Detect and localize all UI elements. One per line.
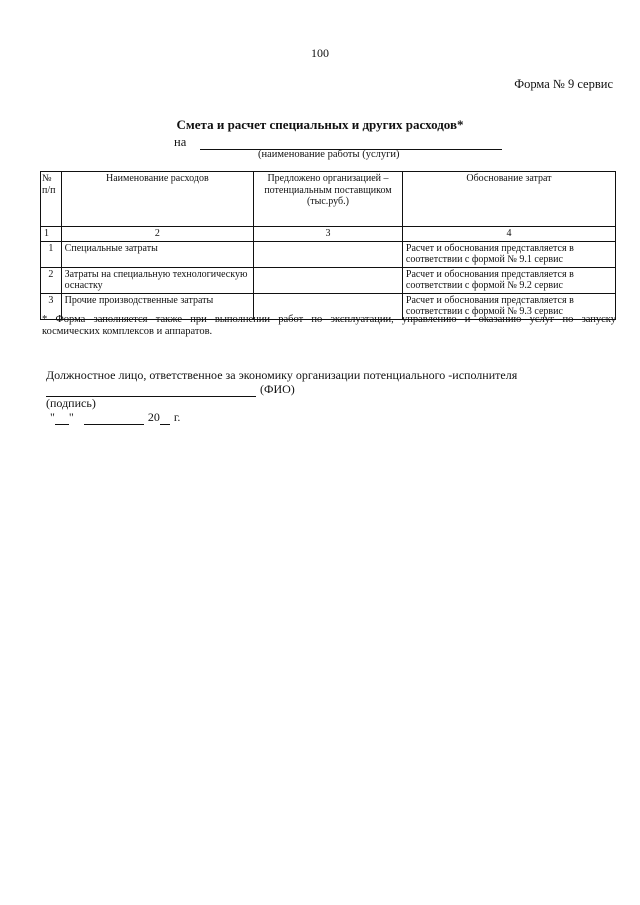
footnote-line: * Форма заполняется также при выполнении работ по эксплуатации, управлению и оказанию услуг по запуску — [42, 314, 616, 325]
offered-amount-cell[interactable] — [254, 267, 403, 293]
form-id: Форма № 9 сервис — [514, 77, 613, 91]
header-offered: Предложено организацией – потенциальным поставщиком (тыс.руб.) — [254, 172, 403, 227]
header-expense-name: Наименование расходов — [61, 172, 253, 227]
fio-row — [46, 382, 295, 397]
year-prefix: 20 — [147, 410, 160, 424]
expense-name: Прочие производственные затраты — [61, 293, 253, 319]
month-field[interactable] — [84, 412, 144, 425]
footnote-line: космических комплексов и аппаратов. — [42, 326, 213, 337]
table-row — [41, 267, 616, 293]
table-header-row — [41, 172, 616, 227]
day-field[interactable] — [55, 412, 69, 425]
column-number: 3 — [254, 227, 403, 242]
date-close-quote: " — [68, 410, 74, 424]
row-number: 3 — [41, 293, 62, 319]
header-justification: Обоснование затрат — [402, 172, 615, 227]
justification: Расчет и обоснования представляется в соответствии с формой № 9.2 сервис — [402, 267, 615, 293]
page-number: 100 — [311, 46, 329, 60]
work-name-row — [174, 135, 502, 150]
work-name-caption: (наименование работы (услуги) — [258, 149, 400, 160]
footnote — [42, 314, 616, 338]
work-name-field[interactable] — [200, 136, 502, 150]
offered-amount-cell[interactable] — [254, 241, 403, 267]
costs-table — [40, 171, 616, 320]
year-field[interactable] — [160, 412, 170, 425]
date-row — [50, 410, 180, 425]
expense-name: Затраты на специальную технологическую оснастку — [61, 267, 253, 293]
column-number: 1 — [41, 227, 62, 242]
column-number: 4 — [402, 227, 615, 242]
official-label: Должностное лицо, ответственное за экономику организации потенциального -исполнителя — [46, 368, 518, 382]
na-label: на — [174, 135, 187, 149]
row-number: 2 — [41, 267, 62, 293]
column-number-row — [41, 227, 616, 242]
year-suffix: г. — [173, 410, 181, 424]
row-number: 1 — [41, 241, 62, 267]
justification: Расчет и обоснования представляется в соответствии с формой № 9.1 сервис — [402, 241, 615, 267]
document-title: Смета и расчет специальных и других расходов* — [176, 117, 464, 132]
signature-label: (подпись) — [46, 396, 96, 410]
justification: Расчет и обоснования представляется в соответствии с формой № 9.3 сервис — [402, 293, 615, 319]
column-number: 2 — [61, 227, 253, 242]
expense-name: Специальные затраты — [61, 241, 253, 267]
fio-label: (ФИО) — [260, 382, 295, 396]
header-number: № п/п — [41, 172, 62, 227]
date-open-quote: " — [50, 410, 55, 424]
table-row — [41, 241, 616, 267]
